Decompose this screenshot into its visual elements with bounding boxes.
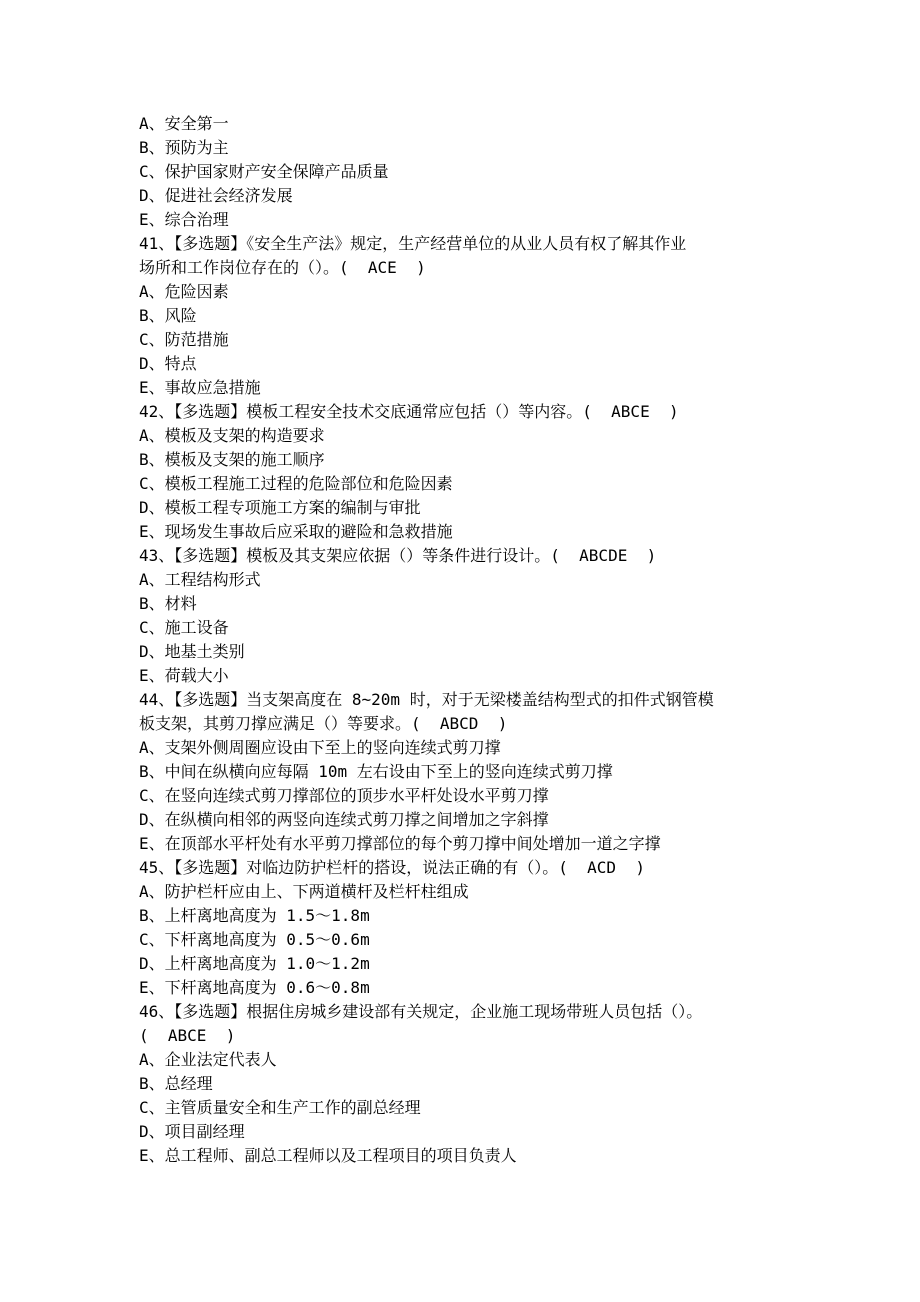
option-line: B、材料 <box>139 594 197 613</box>
option-line: E、现场发生事故后应采取的避险和急救措施 <box>139 522 453 541</box>
question-41 <box>139 232 789 400</box>
option-line: C、下杆离地高度为 0.5～0.6m <box>139 930 370 949</box>
option-line: C、防范措施 <box>139 330 229 349</box>
prev-question-options <box>139 112 789 232</box>
question-stem-line: 42、【多选题】模板工程安全技术交底通常应包括（）等内容。( ABCE ) <box>139 402 679 421</box>
option-line: D、模板工程专项施工方案的编制与审批 <box>139 498 421 517</box>
option-line: B、模板及支架的施工顺序 <box>139 450 325 469</box>
option-line: E、综合治理 <box>139 210 229 229</box>
option-line: C、主管质量安全和生产工作的副总经理 <box>139 1098 421 1117</box>
option-line: C、在竖向连续式剪刀撑部位的顶步水平杆处设水平剪刀撑 <box>139 786 549 805</box>
question-42 <box>139 400 789 544</box>
option-line: C、保护国家财产安全保障产品质量 <box>139 162 389 181</box>
option-line: B、中间在纵横向应每隔 10m 左右设由下至上的竖向连续式剪刀撑 <box>139 762 613 781</box>
option-line: B、上杆离地高度为 1.5～1.8m <box>139 906 370 925</box>
option-line: D、项目副经理 <box>139 1122 245 1141</box>
option-line: A、安全第一 <box>139 114 229 133</box>
question-stem-line: 43、【多选题】模板及其支架应依据（）等条件进行设计。( ABCDE ) <box>139 546 657 565</box>
option-line: A、工程结构形式 <box>139 570 261 589</box>
option-line: E、在顶部水平杆处有水平剪刀撑部位的每个剪刀撑中间处增加一道之字撑 <box>139 834 661 853</box>
question-46 <box>139 1000 789 1168</box>
option-line: C、施工设备 <box>139 618 229 637</box>
option-line: D、促进社会经济发展 <box>139 186 293 205</box>
option-line: A、防护栏杆应由上、下两道横杆及栏杆柱组成 <box>139 882 469 901</box>
option-line: B、风险 <box>139 306 197 325</box>
option-line: A、企业法定代表人 <box>139 1050 277 1069</box>
option-line: E、事故应急措施 <box>139 378 261 397</box>
question-stem-line: 板支架，其剪刀撑应满足（）等要求。( ABCD ) <box>139 714 508 733</box>
question-45 <box>139 856 789 1000</box>
question-stem-line: 46、【多选题】根据住房城乡建设部有关规定，企业施工现场带班人员包括（）。 <box>139 1002 703 1021</box>
option-line: E、总工程师、副总工程师以及工程项目的项目负责人 <box>139 1146 517 1165</box>
option-line: B、预防为主 <box>139 138 229 157</box>
question-stem-line: ( ABCE ) <box>139 1026 236 1045</box>
option-line: D、在纵横向相邻的两竖向连续式剪刀撑之间增加之字斜撑 <box>139 810 549 829</box>
question-43 <box>139 544 789 688</box>
question-stem-line: 44、【多选题】当支架高度在 8~20m 时，对于无梁楼盖结构型式的扣件式钢管模 <box>139 690 714 709</box>
option-line: D、地基土类别 <box>139 642 245 661</box>
option-line: D、特点 <box>139 354 197 373</box>
option-line: E、荷载大小 <box>139 666 229 685</box>
question-stem-line: 场所和工作岗位存在的（）。( ACE ) <box>139 258 426 277</box>
exam-page <box>139 112 789 1168</box>
option-line: A、模板及支架的构造要求 <box>139 426 325 445</box>
option-line: A、危险因素 <box>139 282 229 301</box>
option-line: B、总经理 <box>139 1074 213 1093</box>
option-line: D、上杆离地高度为 1.0～1.2m <box>139 954 370 973</box>
question-stem-line: 41、【多选题】《安全生产法》规定，生产经营单位的从业人员有权了解其作业 <box>139 234 687 253</box>
question-stem-line: 45、【多选题】对临边防护栏杆的搭设，说法正确的有（）。( ACD ) <box>139 858 645 877</box>
option-line: A、支架外侧周圈应设由下至上的竖向连续式剪刀撑 <box>139 738 501 757</box>
option-line: E、下杆离地高度为 0.6～0.8m <box>139 978 370 997</box>
option-line: C、模板工程施工过程的危险部位和危险因素 <box>139 474 453 493</box>
question-44 <box>139 688 789 856</box>
